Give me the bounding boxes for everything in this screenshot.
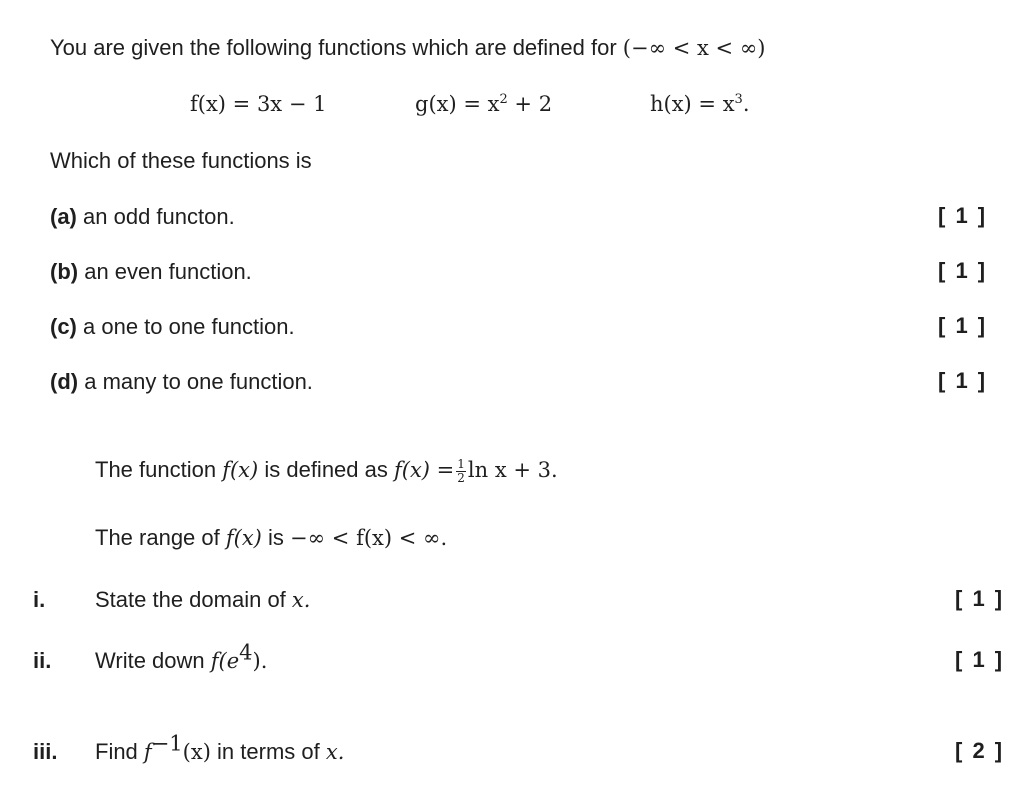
subpart-i-label: i. [33, 587, 46, 612]
part-label: (d) [50, 369, 79, 394]
marks-b: [ 1 ] [938, 258, 988, 283]
part-label: (c) [50, 314, 77, 339]
subpart-i: State the domain of x. [95, 587, 311, 612]
subpart-ii-label: ii. [33, 648, 52, 673]
part-text: an even function. [84, 259, 252, 284]
part-text: a many to one function. [84, 369, 313, 394]
part-text: an odd functon. [83, 204, 235, 229]
part-text: a one to one function. [83, 314, 295, 339]
part-c [50, 313, 295, 341]
range-line: The range of f(x) is −∞ < f(x) < ∞. [95, 525, 448, 550]
part-label: (a) [50, 204, 77, 229]
part-d [50, 368, 313, 396]
marks-iii: [ 2 ] [955, 738, 1005, 763]
marks-ii: [ 1 ] [955, 647, 1005, 672]
part-a [50, 203, 235, 231]
intro-text: You are given the following functions which are defined for [50, 35, 617, 60]
function-g: $g(x) = x^2 + 2$ [415, 92, 553, 116]
function-h: $h(x) = x^3$. [650, 92, 750, 116]
subpart-iii-label: iii. [33, 739, 58, 764]
marks-i: [ 1 ] [955, 586, 1005, 611]
intro-line [50, 34, 766, 62]
marks-c: [ 1 ] [938, 313, 988, 338]
intro-domain: (−∞ < x < ∞) [622, 36, 766, 60]
part-b [50, 258, 252, 286]
function-f: f(x) = 3x − 1 [190, 92, 327, 116]
subpart-ii: Write down $f(e^4)$. [95, 640, 268, 673]
marks-a: [ 1 ] [938, 203, 988, 228]
definition-line: The function f(x) is defined as f(x) = $\frac{1}{2}$ ln x + 3. [95, 456, 558, 485]
fraction-one-half: $\frac{1}{2}$ [457, 456, 465, 485]
marks-d: [ 1 ] [938, 368, 988, 393]
part-label: (b) [50, 259, 79, 284]
subpart-iii: Find $f^{-1}(x)$ in terms of x. [95, 731, 345, 764]
question-prompt: Which of these functions is [50, 148, 312, 173]
